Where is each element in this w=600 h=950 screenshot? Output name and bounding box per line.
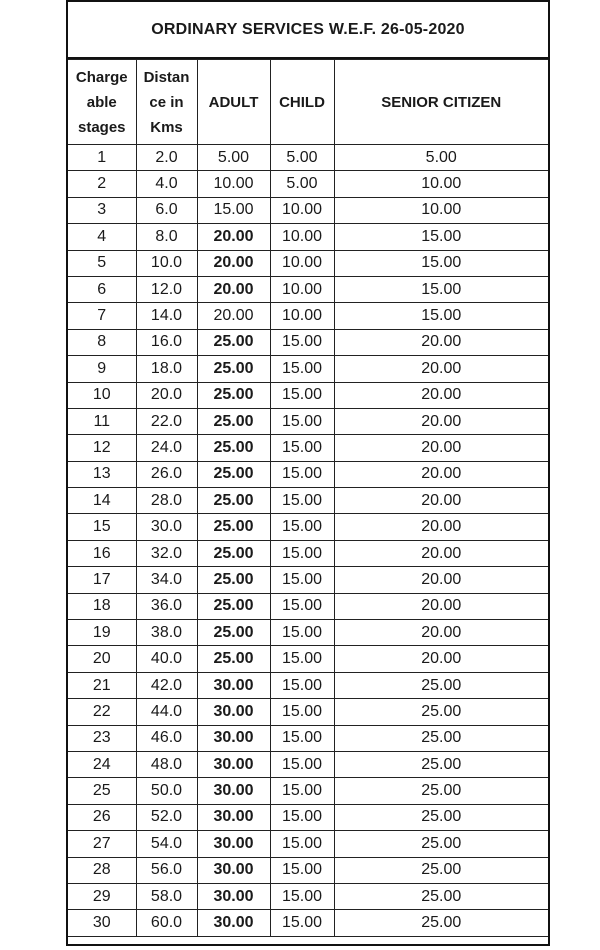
cell-child: 15.00 <box>270 382 334 408</box>
cell-stage: 20 <box>68 646 136 672</box>
cell-adult: 30.00 <box>197 804 270 830</box>
table-row <box>68 303 548 329</box>
cell-senior: 15.00 <box>334 303 548 329</box>
table-row <box>68 329 548 355</box>
cell-distance: 52.0 <box>136 804 197 830</box>
cell-stage: 14 <box>68 488 136 514</box>
table-row <box>68 699 548 725</box>
table-row <box>68 197 548 223</box>
cell-senior: 20.00 <box>334 646 548 672</box>
cell-child: 15.00 <box>270 540 334 566</box>
table-row <box>68 725 548 751</box>
cell-distance: 36.0 <box>136 593 197 619</box>
cell-stage: 5 <box>68 250 136 276</box>
cell-distance: 32.0 <box>136 540 197 566</box>
cell-adult: 25.00 <box>197 620 270 646</box>
cell-distance: 12.0 <box>136 276 197 302</box>
table-row <box>68 751 548 777</box>
cell-stage: 2 <box>68 171 136 197</box>
cell-stage: 24 <box>68 751 136 777</box>
table-row <box>68 910 548 936</box>
cell-adult: 5.00 <box>197 145 270 171</box>
cell-child: 15.00 <box>270 725 334 751</box>
cell-stage: 25 <box>68 778 136 804</box>
cell-adult: 25.00 <box>197 646 270 672</box>
cell-senior: 25.00 <box>334 883 548 909</box>
cell-stage: 13 <box>68 461 136 487</box>
cell-senior: 20.00 <box>334 356 548 382</box>
cell-senior: 20.00 <box>334 488 548 514</box>
cell-child: 5.00 <box>270 171 334 197</box>
cell-child: 10.00 <box>270 224 334 250</box>
cell-adult: 25.00 <box>197 461 270 487</box>
cell-adult: 20.00 <box>197 250 270 276</box>
table-row <box>68 646 548 672</box>
table-row <box>68 620 548 646</box>
cell-adult: 25.00 <box>197 408 270 434</box>
cell-adult: 30.00 <box>197 699 270 725</box>
cell-senior: 20.00 <box>334 620 548 646</box>
cell-adult: 10.00 <box>197 171 270 197</box>
cell-distance: 24.0 <box>136 435 197 461</box>
cell-stage: 9 <box>68 356 136 382</box>
cell-senior: 10.00 <box>334 171 548 197</box>
cell-distance: 34.0 <box>136 567 197 593</box>
cell-adult: 25.00 <box>197 540 270 566</box>
table-row <box>68 171 548 197</box>
cell-distance: 22.0 <box>136 408 197 434</box>
cell-senior: 20.00 <box>334 567 548 593</box>
cell-child: 15.00 <box>270 672 334 698</box>
cell-stage: 15 <box>68 514 136 540</box>
cell-stage: 23 <box>68 725 136 751</box>
cell-stage: 3 <box>68 197 136 223</box>
cell-stage: 17 <box>68 567 136 593</box>
cell-senior: 15.00 <box>334 276 548 302</box>
cell-distance: 28.0 <box>136 488 197 514</box>
table-row <box>68 514 548 540</box>
cell-distance: 46.0 <box>136 725 197 751</box>
cell-child: 15.00 <box>270 804 334 830</box>
cell-stage: 11 <box>68 408 136 434</box>
cell-adult: 30.00 <box>197 751 270 777</box>
cell-child: 15.00 <box>270 461 334 487</box>
cell-distance: 48.0 <box>136 751 197 777</box>
cell-distance: 20.0 <box>136 382 197 408</box>
cell-senior: 20.00 <box>334 329 548 355</box>
cell-stage: 6 <box>68 276 136 302</box>
cell-stage: 19 <box>68 620 136 646</box>
header-senior-citizen: SENIOR CITIZEN <box>334 60 548 145</box>
cell-distance: 8.0 <box>136 224 197 250</box>
cell-distance: 18.0 <box>136 356 197 382</box>
header-child: CHILD <box>270 60 334 145</box>
cell-distance: 38.0 <box>136 620 197 646</box>
cell-adult: 25.00 <box>197 514 270 540</box>
cell-adult: 30.00 <box>197 831 270 857</box>
table-row <box>68 145 548 171</box>
header-adult: ADULT <box>197 60 270 145</box>
cell-senior: 25.00 <box>334 672 548 698</box>
cell-distance: 26.0 <box>136 461 197 487</box>
cell-senior: 25.00 <box>334 699 548 725</box>
table-row <box>68 408 548 434</box>
table-row <box>68 857 548 883</box>
cell-child: 15.00 <box>270 646 334 672</box>
cell-senior: 25.00 <box>334 751 548 777</box>
cell-stage: 16 <box>68 540 136 566</box>
table-row <box>68 778 548 804</box>
cell-adult: 30.00 <box>197 672 270 698</box>
cell-distance: 16.0 <box>136 329 197 355</box>
table-row <box>68 435 548 461</box>
cell-stage: 7 <box>68 303 136 329</box>
cell-adult: 20.00 <box>197 224 270 250</box>
cell-child: 15.00 <box>270 620 334 646</box>
cell-adult: 20.00 <box>197 276 270 302</box>
cell-child: 15.00 <box>270 514 334 540</box>
cell-senior: 25.00 <box>334 725 548 751</box>
cell-senior: 10.00 <box>334 197 548 223</box>
cell-senior: 25.00 <box>334 910 548 936</box>
cell-senior: 25.00 <box>334 857 548 883</box>
cell-senior: 20.00 <box>334 514 548 540</box>
cell-senior: 20.00 <box>334 382 548 408</box>
header-chargeable-stages: Charge able stages <box>68 60 136 145</box>
cell-child: 15.00 <box>270 435 334 461</box>
table-row <box>68 567 548 593</box>
cell-stage: 21 <box>68 672 136 698</box>
cell-adult: 30.00 <box>197 725 270 751</box>
cell-child: 10.00 <box>270 303 334 329</box>
table-row <box>68 356 548 382</box>
cell-adult: 30.00 <box>197 910 270 936</box>
cell-adult: 20.00 <box>197 303 270 329</box>
table-body <box>68 145 548 937</box>
cell-distance: 58.0 <box>136 883 197 909</box>
cell-stage: 12 <box>68 435 136 461</box>
cell-adult: 30.00 <box>197 778 270 804</box>
cell-senior: 20.00 <box>334 593 548 619</box>
cell-senior: 5.00 <box>334 145 548 171</box>
cell-child: 15.00 <box>270 408 334 434</box>
cell-adult: 25.00 <box>197 356 270 382</box>
cell-child: 15.00 <box>270 751 334 777</box>
cell-child: 10.00 <box>270 276 334 302</box>
cell-stage: 27 <box>68 831 136 857</box>
cell-senior: 20.00 <box>334 408 548 434</box>
cell-child: 15.00 <box>270 831 334 857</box>
cell-stage: 30 <box>68 910 136 936</box>
cell-stage: 28 <box>68 857 136 883</box>
cell-distance: 2.0 <box>136 145 197 171</box>
cell-distance: 42.0 <box>136 672 197 698</box>
cell-distance: 60.0 <box>136 910 197 936</box>
table-row <box>68 804 548 830</box>
cell-adult: 25.00 <box>197 382 270 408</box>
cell-child: 15.00 <box>270 488 334 514</box>
cell-distance: 30.0 <box>136 514 197 540</box>
table-row <box>68 382 548 408</box>
table-row <box>68 831 548 857</box>
cell-distance: 10.0 <box>136 250 197 276</box>
cell-senior: 15.00 <box>334 224 548 250</box>
cell-stage: 26 <box>68 804 136 830</box>
cell-senior: 25.00 <box>334 831 548 857</box>
table-row <box>68 540 548 566</box>
cell-child: 5.00 <box>270 145 334 171</box>
cell-stage: 10 <box>68 382 136 408</box>
cell-child: 15.00 <box>270 778 334 804</box>
cell-distance: 40.0 <box>136 646 197 672</box>
cell-senior: 15.00 <box>334 250 548 276</box>
cell-distance: 54.0 <box>136 831 197 857</box>
cell-senior: 25.00 <box>334 778 548 804</box>
cell-child: 15.00 <box>270 593 334 619</box>
table-title: ORDINARY SERVICES W.E.F. 26-05-2020 <box>68 2 548 59</box>
cell-stage: 22 <box>68 699 136 725</box>
cell-distance: 14.0 <box>136 303 197 329</box>
cell-senior: 20.00 <box>334 461 548 487</box>
cell-stage: 18 <box>68 593 136 619</box>
cell-distance: 50.0 <box>136 778 197 804</box>
table-row <box>68 224 548 250</box>
fare-table-document <box>66 0 550 946</box>
cell-distance: 4.0 <box>136 171 197 197</box>
cell-child: 15.00 <box>270 567 334 593</box>
table-row <box>68 250 548 276</box>
cell-stage: 8 <box>68 329 136 355</box>
fare-table <box>68 59 548 937</box>
table-row <box>68 593 548 619</box>
cell-adult: 25.00 <box>197 593 270 619</box>
cell-stage: 29 <box>68 883 136 909</box>
cell-distance: 56.0 <box>136 857 197 883</box>
cell-senior: 25.00 <box>334 804 548 830</box>
cell-senior: 20.00 <box>334 540 548 566</box>
table-row <box>68 488 548 514</box>
cell-child: 15.00 <box>270 356 334 382</box>
cell-stage: 1 <box>68 145 136 171</box>
cell-stage: 4 <box>68 224 136 250</box>
cell-child: 15.00 <box>270 329 334 355</box>
header-distance-kms: Distan ce in Kms <box>136 60 197 145</box>
cell-child: 10.00 <box>270 197 334 223</box>
cell-adult: 25.00 <box>197 488 270 514</box>
table-row <box>68 883 548 909</box>
cell-adult: 30.00 <box>197 857 270 883</box>
table-row <box>68 672 548 698</box>
cell-adult: 25.00 <box>197 435 270 461</box>
cell-adult: 25.00 <box>197 567 270 593</box>
header-row <box>68 60 548 145</box>
cell-child: 15.00 <box>270 910 334 936</box>
cell-child: 15.00 <box>270 699 334 725</box>
cell-adult: 15.00 <box>197 197 270 223</box>
table-row <box>68 461 548 487</box>
table-row <box>68 276 548 302</box>
cell-distance: 6.0 <box>136 197 197 223</box>
cell-adult: 30.00 <box>197 883 270 909</box>
cell-child: 15.00 <box>270 883 334 909</box>
cell-child: 15.00 <box>270 857 334 883</box>
cell-adult: 25.00 <box>197 329 270 355</box>
cell-child: 10.00 <box>270 250 334 276</box>
cell-senior: 20.00 <box>334 435 548 461</box>
cell-distance: 44.0 <box>136 699 197 725</box>
